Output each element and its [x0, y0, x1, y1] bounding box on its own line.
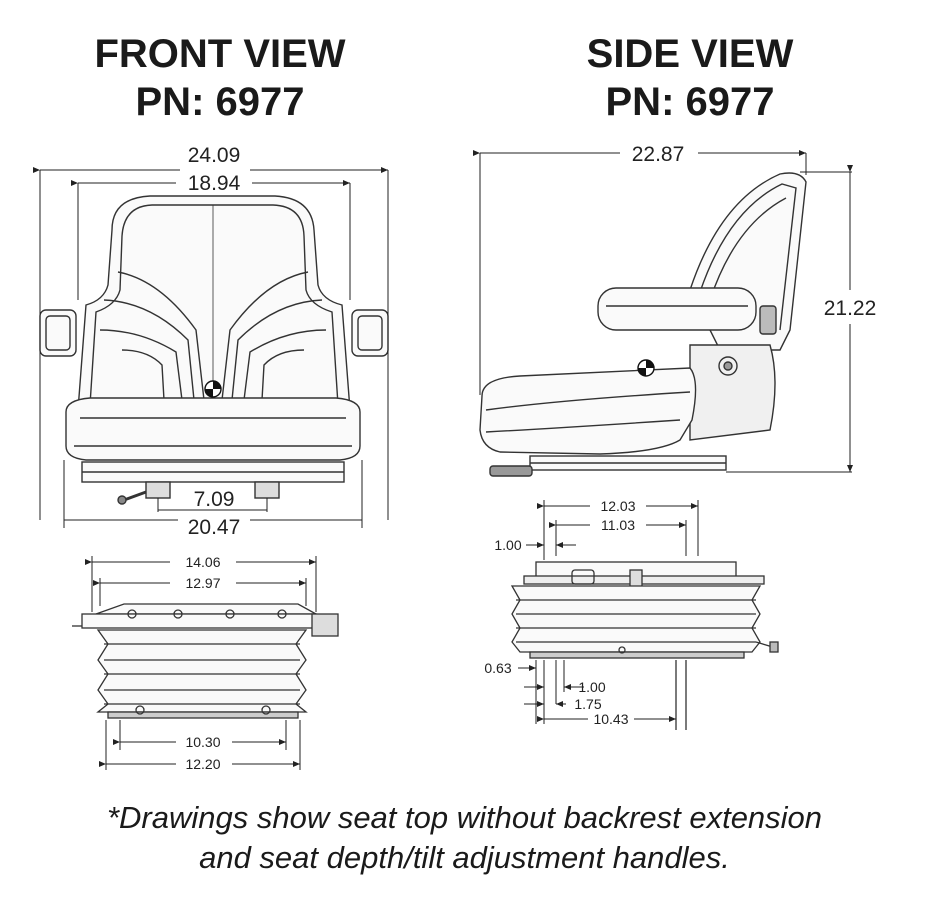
footnote-line-2: and seat depth/tilt adjustment handles. — [199, 840, 730, 875]
footnote — [0, 798, 929, 878]
front-suspension-top-inner-label: 12.97 — [185, 575, 221, 591]
front-overall-width-label: 24.09 — [187, 144, 241, 167]
side-suspension-offset-a-label: 0.63 — [484, 660, 512, 676]
front-mount-width-label: 7.09 — [193, 488, 235, 511]
front-suspension-top-outer-label: 14.06 — [185, 554, 221, 570]
side-overall-depth-label: 22.87 — [631, 143, 685, 166]
front-view-heading: FRONT VIEW — [94, 32, 346, 76]
side-suspension-bottom-span-label: 10.43 — [593, 711, 629, 727]
front-base-width-label: 20.47 — [187, 516, 241, 539]
side-suspension-top-outer-label: 12.03 — [600, 498, 636, 514]
front-seat-drawing — [40, 196, 388, 504]
footnote-line-1: *Drawings show seat top without backrest extension — [106, 800, 823, 835]
front-suspension-bottom-outer-label: 12.20 — [185, 756, 221, 772]
side-overall-height-label: 21.22 — [823, 297, 877, 320]
side-suspension-top-inner-label: 11.03 — [601, 517, 635, 533]
front-backrest-width-label: 18.94 — [187, 172, 241, 195]
side-seat-drawing — [480, 173, 806, 476]
front-view-part-number: PN: 6977 — [135, 80, 305, 124]
side-suspension-drawing — [512, 562, 778, 730]
side-view-part-number: PN: 6977 — [605, 80, 775, 124]
side-suspension-top-offset-label: 1.00 — [494, 537, 522, 553]
front-suspension-drawing — [72, 604, 338, 718]
side-suspension-offset-b-label: 1.00 — [578, 679, 606, 695]
side-view-heading: SIDE VIEW — [586, 32, 794, 76]
front-suspension-bottom-inner-label: 10.30 — [185, 734, 221, 750]
side-suspension-offset-c-label: 1.75 — [574, 696, 602, 712]
